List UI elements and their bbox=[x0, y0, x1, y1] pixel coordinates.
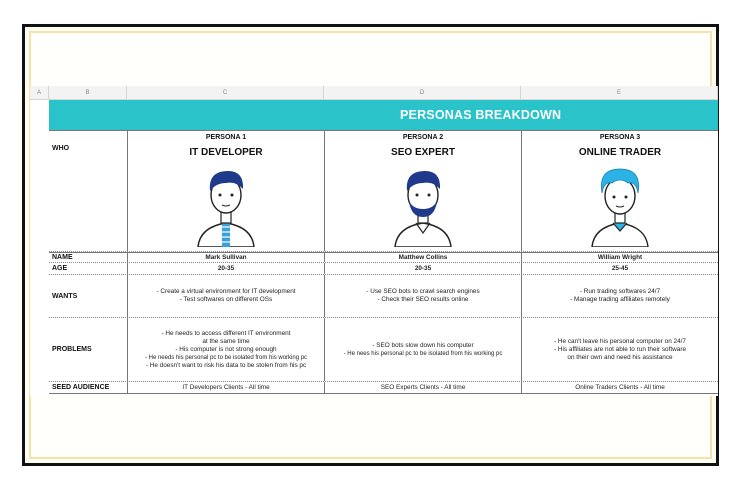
column-header-d[interactable]: D bbox=[324, 86, 521, 100]
persona-3-wants[interactable] bbox=[521, 275, 718, 317]
persona-3-want-2: - Manage trading affiliates remotely bbox=[570, 296, 670, 303]
persona-2-seed[interactable]: SEO Experts Clients - All time bbox=[324, 382, 521, 393]
persona-1-number: PERSONA 1 bbox=[205, 134, 247, 141]
developer-avatar-icon bbox=[186, 161, 266, 247]
persona-1-want-1: - Create a virtual environment for IT development bbox=[156, 288, 296, 295]
column-header-e[interactable]: E bbox=[521, 86, 718, 100]
title-banner[interactable]: PERSONAS BREAKDOWN bbox=[49, 100, 718, 130]
persona-3-problem-1: - He can't leave his personal computer on 24/7 bbox=[554, 337, 686, 345]
spreadsheet bbox=[30, 86, 718, 396]
persona-1-problem-2: at the same time bbox=[202, 337, 250, 345]
trader-avatar-icon bbox=[580, 161, 660, 247]
row-seed-audience bbox=[49, 382, 718, 394]
persona-1-seed[interactable]: IT Developers Clients - All time bbox=[127, 382, 324, 393]
persona-3-name[interactable]: William Wright bbox=[521, 253, 718, 262]
column-header-a[interactable]: A bbox=[30, 86, 49, 100]
row-age bbox=[49, 263, 718, 275]
persona-3-cell[interactable] bbox=[521, 131, 718, 251]
persona-2-problem-1: - SEO bots slow down his computer bbox=[372, 341, 474, 349]
persona-1-problem-5: - He doesn't want to risk his data to be stolen from his pc bbox=[145, 361, 307, 369]
persona-2-problems[interactable] bbox=[324, 318, 521, 381]
persona-1-problem-1: - He needs to access different IT environment bbox=[161, 329, 291, 337]
persona-2-problem-2: - He nees his personal pc to be isolated from his working pc bbox=[343, 350, 503, 357]
row-problems bbox=[49, 318, 718, 382]
row-wants bbox=[49, 275, 718, 318]
persona-2-age[interactable]: 20-35 bbox=[324, 263, 521, 274]
row-label-who[interactable]: WHO bbox=[52, 145, 70, 152]
persona-3-age[interactable]: 25-45 bbox=[521, 263, 718, 274]
persona-2-want-2: - Check their SEO results online bbox=[377, 296, 469, 303]
persona-3-number: PERSONA 3 bbox=[599, 134, 641, 141]
persona-1-role: IT DEVELOPER bbox=[189, 147, 263, 158]
row-label-problems[interactable]: PROBLEMS bbox=[52, 346, 92, 353]
persona-3-problem-2: - His affiliates are not able to run their software bbox=[553, 345, 687, 353]
persona-2-number: PERSONA 2 bbox=[402, 134, 444, 141]
persona-1-problem-3: - His computer is not strong enough bbox=[175, 345, 277, 353]
persona-1-name[interactable]: Mark Sullivan bbox=[127, 253, 324, 262]
row-name bbox=[49, 252, 718, 263]
persona-2-want-1: - Use SEO bots to crawl search engines bbox=[366, 288, 480, 295]
row-label-seed[interactable]: SEED AUDIENCE bbox=[52, 384, 110, 391]
row-who bbox=[49, 130, 718, 252]
seo-expert-avatar-icon bbox=[383, 161, 463, 247]
persona-1-problem-4: - He needs his personal pc to be isolated from his working pc bbox=[144, 354, 308, 361]
persona-3-role: ONLINE TRADER bbox=[578, 147, 662, 158]
persona-1-age[interactable]: 20-35 bbox=[127, 263, 324, 274]
persona-3-want-1: - Run trading softwares 24/7 bbox=[579, 288, 661, 295]
persona-1-want-2: - Test softwares on different OSs bbox=[179, 296, 273, 303]
persona-2-role: SEO EXPERT bbox=[391, 147, 455, 158]
row-label-age[interactable]: AGE bbox=[52, 265, 68, 272]
persona-3-problem-3: on their own and need his assistance bbox=[567, 353, 673, 361]
persona-1-wants[interactable] bbox=[127, 275, 324, 317]
persona-3-problems[interactable] bbox=[521, 318, 718, 381]
persona-2-name[interactable]: Matthew Collins bbox=[324, 253, 521, 262]
column-header-c[interactable]: C bbox=[127, 86, 324, 100]
persona-1-cell[interactable] bbox=[127, 131, 324, 251]
row-label-wants[interactable]: WANTS bbox=[52, 292, 78, 300]
row-label-name[interactable]: NAME bbox=[52, 254, 73, 261]
persona-3-seed[interactable]: Online Traders Clients - All time bbox=[521, 382, 718, 393]
persona-1-problems[interactable] bbox=[127, 318, 324, 381]
column-header-b[interactable]: B bbox=[49, 86, 127, 100]
persona-2-wants[interactable] bbox=[324, 275, 521, 317]
persona-2-cell[interactable] bbox=[324, 131, 521, 251]
